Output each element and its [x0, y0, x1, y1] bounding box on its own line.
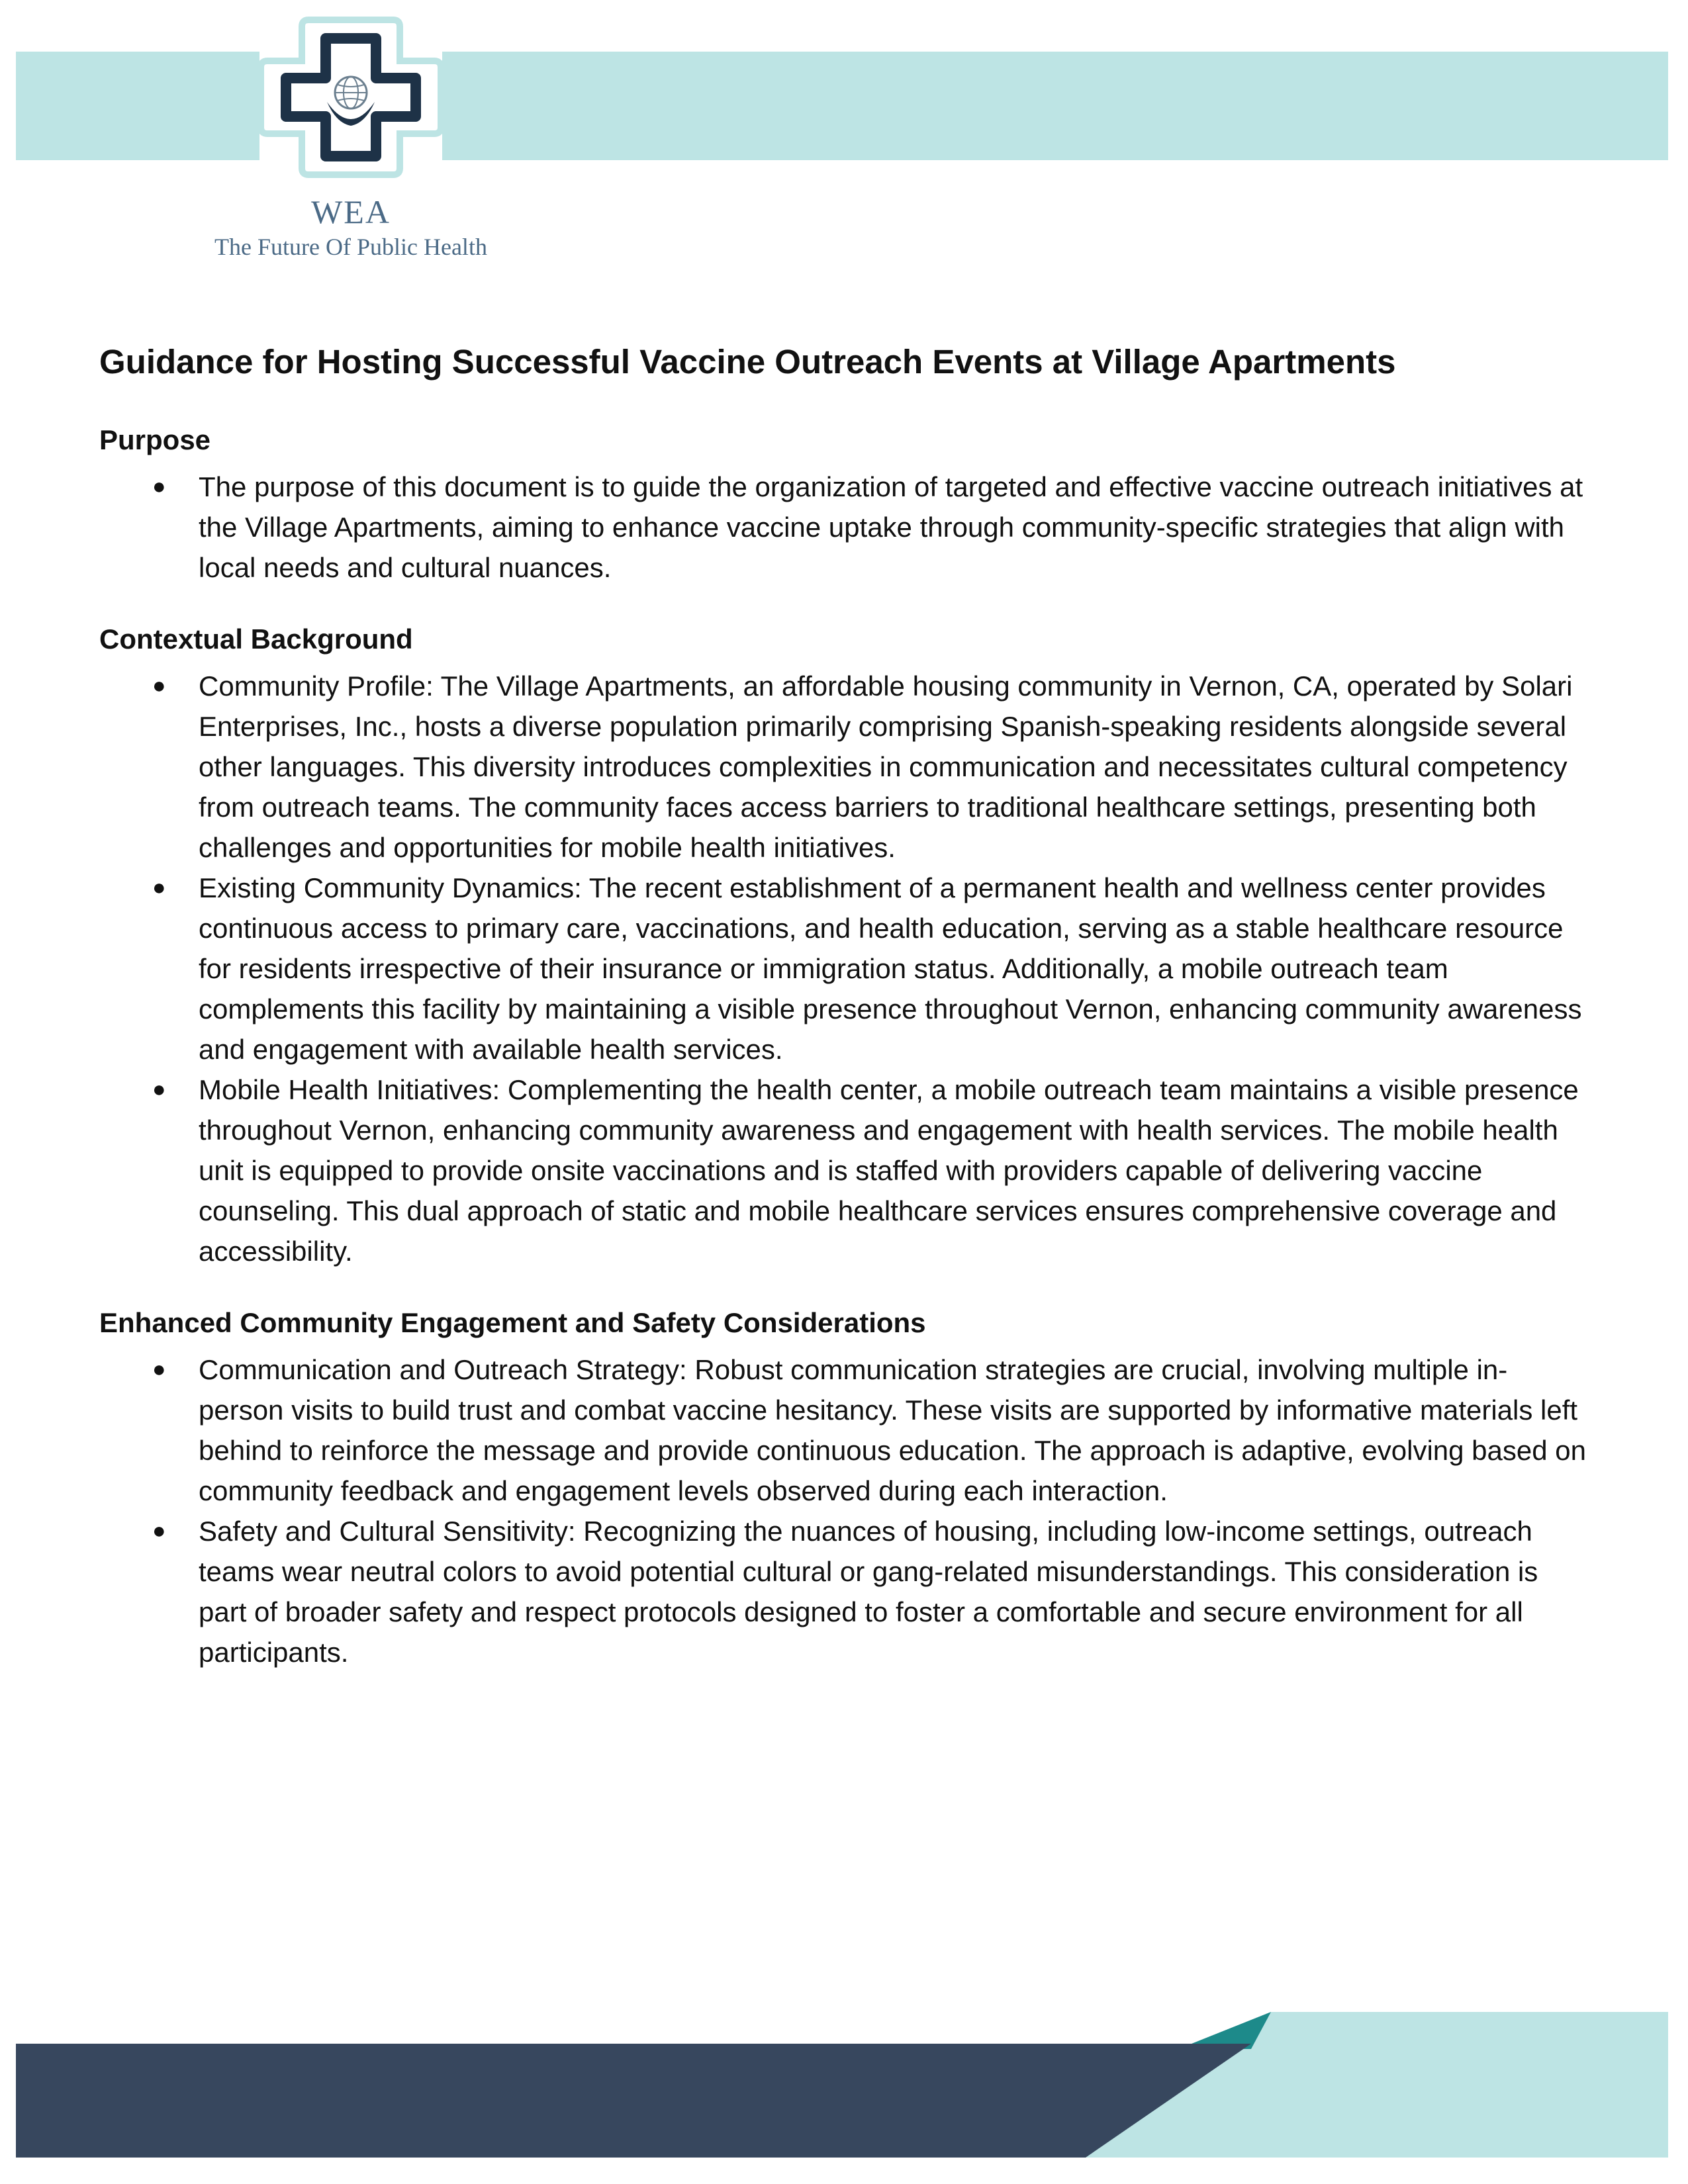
section-engagement-safety [99, 1303, 1589, 1672]
document-body [99, 341, 1589, 1704]
footer-banner [0, 2012, 1688, 2184]
list-item [99, 868, 1589, 1069]
list-item [99, 1511, 1589, 1672]
list-item [99, 666, 1589, 868]
list-item-text: Community Profile: The Village Apartments, an affordable housing community in Vernon, CA, operated by Solari Enterprises, Inc., hosts a diverse population primarily comprising Spanish-speaking residents alongside several other languages. This diversity introduces complexities in communication and necessitates cultural competency from outreach teams. The community faces access barriers to traditional healthcare settings, presenting both challenges and opportunities for mobile health initiatives. [199, 670, 1573, 863]
bullet-icon: ● [152, 474, 166, 499]
list-item [99, 1069, 1589, 1271]
section-heading: Purpose [99, 424, 211, 455]
list-item-text: Mobile Health Initiatives: Complementing the health center, a mobile outreach team maintains a visible presence throughout Vernon, enhancing community awareness and engagement with health services. The mobile health unit is equipped to provide onsite vaccinations and is staffed with providers capable of delivering vaccine counseling. This dual approach of static and mobile healthcare services ensures comprehensive coverage and accessibility. [199, 1074, 1579, 1267]
section-contextual-background [99, 619, 1589, 1271]
document-title: Guidance for Hosting Successful Vaccine Outreach Events at Village Apartments [99, 343, 1396, 381]
section-heading: Contextual Background [99, 623, 413, 655]
bullet-icon: ● [152, 1357, 166, 1382]
bullet-icon: ● [152, 875, 166, 900]
list-item-text: Communication and Outreach Strategy: Robust communication strategies are crucial, involving multiple in-person visits to build trust and combat vaccine hesitancy. These visits are supported by informative materials left behind to reinforce the message and provide continuous education. The approach is adaptive, evolving based on community feedback and engagement levels observed during each interaction. [199, 1354, 1586, 1506]
list-item-text: Safety and Cultural Sensitivity: Recognizing the nuances of housing, including low-income settings, outreach teams wear neutral colors to avoid potential cultural or gang-related misunderstandings. This consideration is part of broader safety and respect protocols designed to foster a comfortable and secure environment for all participants. [199, 1516, 1538, 1668]
bullet-icon: ● [152, 1077, 166, 1102]
bullet-list [99, 666, 1589, 1271]
section-purpose [99, 420, 1589, 588]
list-item [99, 1349, 1589, 1511]
footer-dark-band [16, 2044, 1251, 2158]
medical-cross-globe-hands-icon [259, 15, 442, 185]
bullet-list [99, 1349, 1589, 1672]
list-item-text: The purpose of this document is to guide the organization of targeted and effective vaccine outreach initiatives at the Village Apartments, aiming to enhance vaccine uptake through community-specific strategies that align with local needs and cultural nuances. [199, 471, 1583, 583]
bullet-icon: ● [152, 673, 166, 698]
list-item-text: Existing Community Dynamics: The recent establishment of a permanent health and wellness center provides continuous access to primary care, vaccinations, and health education, serving as a stable healthcare resource for residents irrespective of their insurance or immigration status. Additionally, a mobile outreach team complements this facility by maintaining a visible presence throughout Vernon, enhancing community awareness and engagement with available health services. [199, 872, 1582, 1065]
bullet-icon: ● [152, 1518, 166, 1543]
bullet-list [99, 467, 1589, 588]
section-heading: Enhanced Community Engagement and Safety Considerations [99, 1307, 926, 1338]
org-name: WEA [311, 193, 391, 230]
list-item [99, 467, 1589, 588]
org-tagline: The Future Of Public Health [214, 234, 487, 260]
